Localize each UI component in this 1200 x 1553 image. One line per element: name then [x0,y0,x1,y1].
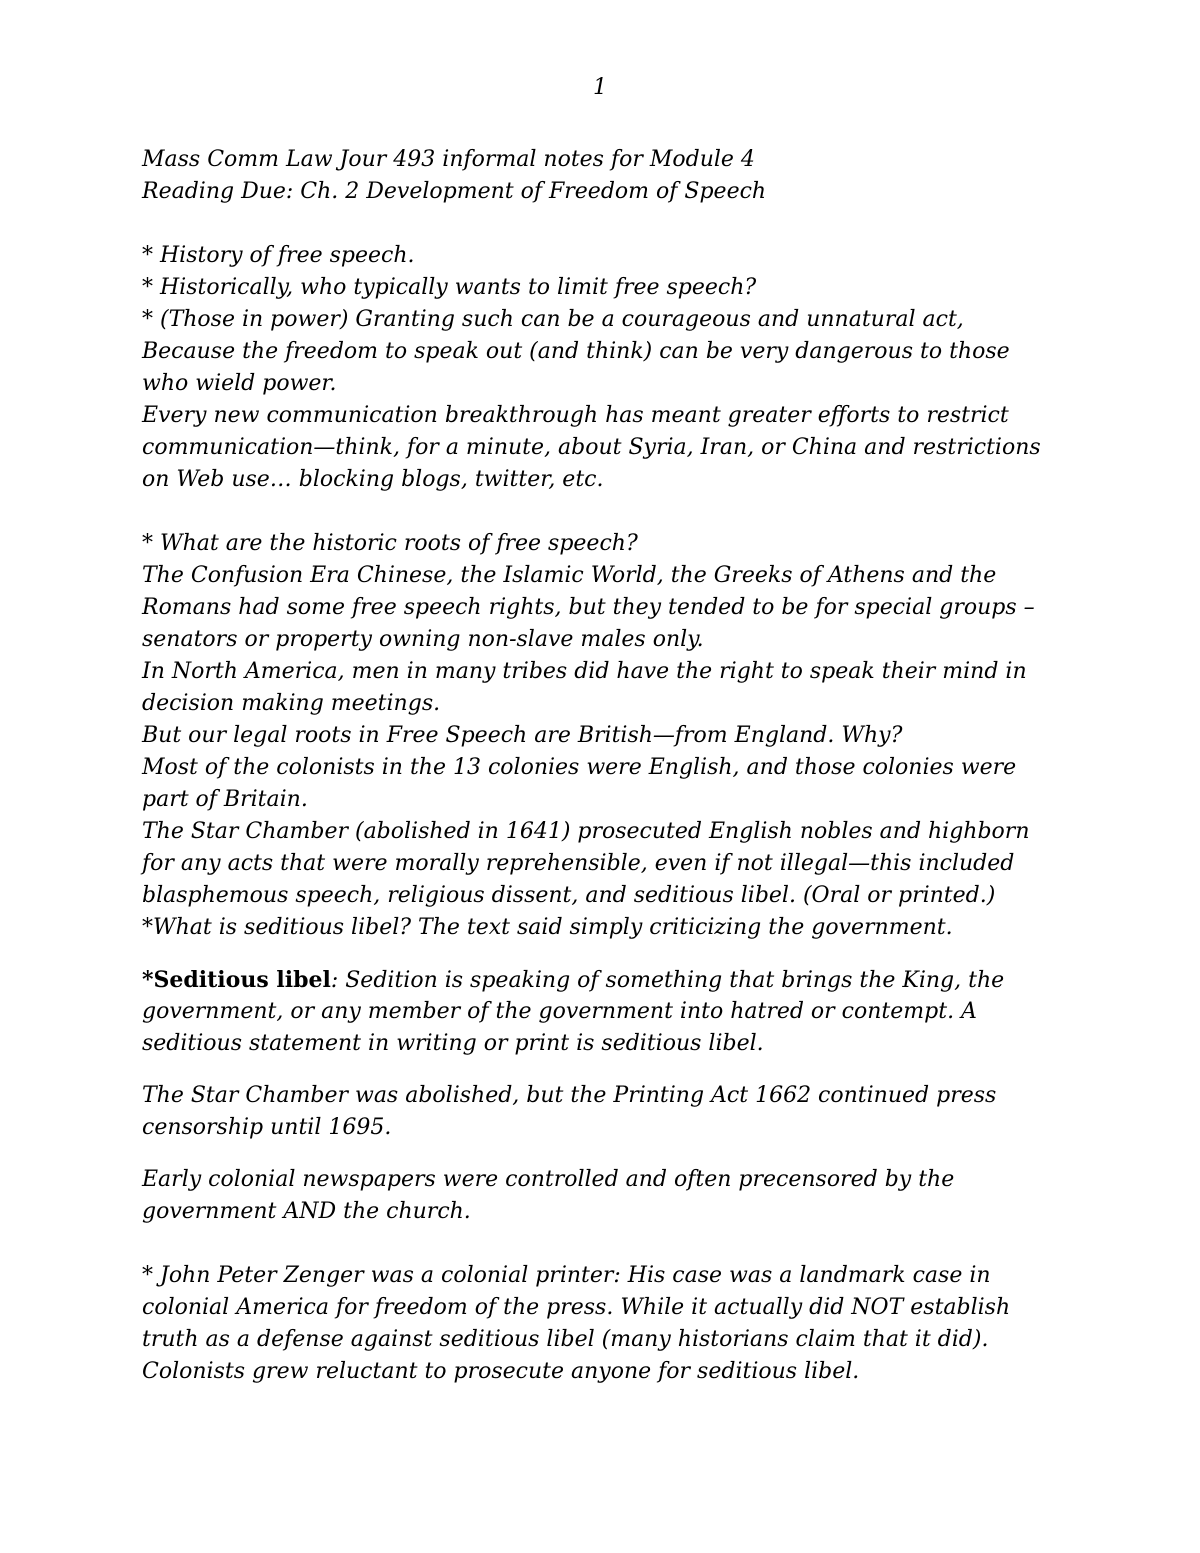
definition-first-line [142,964,1072,996]
section-roots [142,528,1072,944]
spacer [142,208,1072,240]
spacer [142,944,1072,964]
text-line: truth as a defense against seditious libel (many historians claim that it did). [142,1327,989,1352]
spacer [142,1144,1072,1164]
text-line: The Star Chamber was abolished, but the Printing Act 1662 continued press [142,1083,997,1108]
text-line: But our legal roots in Free Speech are British—from England. Why? [142,723,903,748]
text-line: censorship until 1695. [142,1115,392,1140]
text-line: colonial America for freedom of the press. While it actually did NOT establish [142,1295,1011,1320]
text-line: blasphemous speech, religious dissent, and seditious libel. (Oral or printed.) [142,883,996,908]
text-line: government, or any member of the government into hatred or contempt. A [142,999,977,1024]
text-line: senators or property owning non-slave males only. [142,627,704,652]
text-line: Colonists grew reluctant to prosecute anyone for seditious libel. [142,1359,860,1384]
definition-seditious-libel [142,964,1072,1060]
text-line: *What is seditious libel? The text said simply criticizing the government. [142,915,953,940]
text-line: Because the freedom to speak out (and think) can be very dangerous to those [142,339,1010,364]
text-line: Most of the colonists in the 13 colonies were English, and those colonies were [142,755,1017,780]
document-body [142,144,1072,1388]
paragraph-zenger [142,1260,1072,1388]
text-line: * John Peter Zenger was a colonial printer: His case was a landmark case in [142,1263,991,1288]
defined-term: *Seditious libel [142,967,331,993]
text-line: Early colonial newspapers were controlled and often precensored by the [142,1167,955,1192]
text-line: seditious statement in writing or print is seditious libel. [142,1031,764,1056]
section-history [142,240,1072,496]
spacer [142,1228,1072,1260]
paragraph-printing-act [142,1080,1072,1144]
paragraph-colonial-newspapers [142,1164,1072,1228]
text-line: The Star Chamber (abolished in 1641) prosecuted English nobles and highborn [142,819,1030,844]
reading-due: Reading Due: Ch. 2 Development of Freedom of Speech [142,179,767,204]
page-number: 1 [593,75,607,100]
text-line: The Confusion Era Chinese, the Islamic World, the Greeks of Athens and the [142,563,997,588]
text-line: * (Those in power) Granting such can be a courageous and unnatural act, [142,307,964,332]
text-line: * History of free speech. [142,243,415,268]
spacer [142,496,1072,528]
definition-text: : Sedition is speaking of something that brings the King, the [330,968,1005,993]
text-line: * Historically, who typically wants to limit free speech? [142,275,757,300]
text-line: Every new communication breakthrough has meant greater efforts to restrict [142,403,1009,428]
text-line: communication—think, for a minute, about Syria, Iran, or China and restrictions [142,435,1041,460]
text-line: part of Britain. [142,787,308,812]
text-line: government AND the church. [142,1199,471,1224]
text-line: decision making meetings. [142,691,441,716]
text-line: Romans had some free speech rights, but they tended to be for special groups – [142,595,1035,620]
document-title: Mass Comm Law Jour 493 informal notes for Module 4 [142,147,755,172]
text-line: who wield power. [142,371,337,396]
text-line: In North America, men in many tribes did have the right to speak their mind in [142,659,1027,684]
spacer [142,1060,1072,1080]
text-line: * What are the historic roots of free speech? [142,531,638,556]
text-line: on Web use… blocking blogs, twitter, etc. [142,467,604,492]
text-line: for any acts that were morally reprehensible, even if not illegal—this included [142,851,1015,876]
